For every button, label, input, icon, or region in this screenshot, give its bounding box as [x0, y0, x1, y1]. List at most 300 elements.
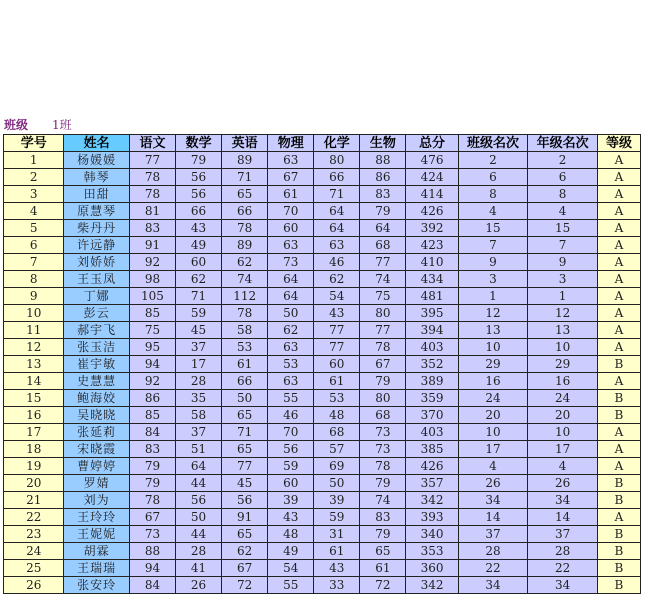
- cell-grade-rank: 20: [528, 407, 598, 424]
- table-row: [4, 492, 641, 509]
- cell-physics: 70: [268, 203, 314, 220]
- cell-math: 28: [176, 373, 222, 390]
- cell-class-rank: 13: [458, 322, 528, 339]
- cell-english: 71: [222, 424, 268, 441]
- cell-chinese: 85: [129, 305, 175, 322]
- cell-english: 61: [222, 356, 268, 373]
- cell-name: 韩琴: [64, 169, 130, 186]
- cell-chemistry: 80: [314, 152, 360, 169]
- cell-total: 395: [406, 305, 458, 322]
- cell-chemistry: 71: [314, 186, 360, 203]
- cell-biology: 79: [360, 475, 406, 492]
- cell-name: 郝宇飞: [64, 322, 130, 339]
- cell-level: A: [597, 458, 640, 475]
- cell-grade-rank: 24: [528, 390, 598, 407]
- cell-chinese: 83: [129, 441, 175, 458]
- cell-name: 许远静: [64, 237, 130, 254]
- cell-english: 112: [222, 288, 268, 305]
- cell-total: 352: [406, 356, 458, 373]
- cell-name: 张安玲: [64, 577, 130, 594]
- cell-chemistry: 39: [314, 492, 360, 509]
- cell-total: 434: [406, 271, 458, 288]
- cell-level: A: [597, 254, 640, 271]
- cell-chemistry: 68: [314, 424, 360, 441]
- cell-student-id: 7: [4, 254, 64, 271]
- cell-math: 41: [176, 560, 222, 577]
- cell-level: A: [597, 509, 640, 526]
- cell-math: 60: [176, 254, 222, 271]
- table-row: [4, 577, 641, 594]
- cell-english: 67: [222, 560, 268, 577]
- cell-chinese: 98: [129, 271, 175, 288]
- cell-student-id: 3: [4, 186, 64, 203]
- cell-physics: 60: [268, 475, 314, 492]
- cell-level: A: [597, 271, 640, 288]
- table-row: [4, 237, 641, 254]
- cell-student-id: 1: [4, 152, 64, 169]
- cell-class-rank: 4: [458, 203, 528, 220]
- cell-total: 340: [406, 526, 458, 543]
- cell-grade-rank: 16: [528, 373, 598, 390]
- cell-physics: 63: [268, 152, 314, 169]
- cell-grade-rank: 14: [528, 509, 598, 526]
- cell-biology: 79: [360, 203, 406, 220]
- cell-biology: 75: [360, 288, 406, 305]
- cell-level: A: [597, 441, 640, 458]
- header-name: 姓名: [64, 135, 130, 152]
- cell-chinese: 83: [129, 220, 175, 237]
- cell-grade-rank: 10: [528, 424, 598, 441]
- table-row: [4, 339, 641, 356]
- header-grade-rank: 年级名次: [528, 135, 598, 152]
- cell-name: 张延莉: [64, 424, 130, 441]
- cell-level: A: [597, 203, 640, 220]
- cell-chinese: 79: [129, 458, 175, 475]
- cell-math: 56: [176, 186, 222, 203]
- cell-biology: 77: [360, 254, 406, 271]
- cell-physics: 56: [268, 441, 314, 458]
- cell-biology: 67: [360, 356, 406, 373]
- cell-english: 45: [222, 475, 268, 492]
- cell-biology: 79: [360, 373, 406, 390]
- cell-english: 62: [222, 543, 268, 560]
- cell-math: 51: [176, 441, 222, 458]
- cell-total: 426: [406, 458, 458, 475]
- cell-english: 50: [222, 390, 268, 407]
- cell-student-id: 23: [4, 526, 64, 543]
- cell-english: 72: [222, 577, 268, 594]
- cell-grade-rank: 9: [528, 254, 598, 271]
- cell-level: B: [597, 407, 640, 424]
- table-row: [4, 152, 641, 169]
- cell-grade-rank: 1: [528, 288, 598, 305]
- cell-chinese: 95: [129, 339, 175, 356]
- cell-biology: 80: [360, 390, 406, 407]
- cell-biology: 79: [360, 526, 406, 543]
- cell-math: 64: [176, 458, 222, 475]
- table-row: [4, 220, 641, 237]
- cell-class-rank: 8: [458, 186, 528, 203]
- cell-student-id: 5: [4, 220, 64, 237]
- cell-level: A: [597, 339, 640, 356]
- cell-chinese: 94: [129, 356, 175, 373]
- cell-student-id: 25: [4, 560, 64, 577]
- cell-chinese: 77: [129, 152, 175, 169]
- cell-level: A: [597, 152, 640, 169]
- cell-name: 宋晓霞: [64, 441, 130, 458]
- cell-class-rank: 34: [458, 492, 528, 509]
- cell-total: 481: [406, 288, 458, 305]
- cell-total: 359: [406, 390, 458, 407]
- cell-student-id: 26: [4, 577, 64, 594]
- class-label: [4, 116, 72, 133]
- cell-english: 66: [222, 373, 268, 390]
- cell-chemistry: 64: [314, 220, 360, 237]
- cell-physics: 63: [268, 237, 314, 254]
- cell-english: 78: [222, 305, 268, 322]
- cell-physics: 49: [268, 543, 314, 560]
- cell-chinese: 85: [129, 407, 175, 424]
- cell-math: 44: [176, 475, 222, 492]
- cell-student-id: 24: [4, 543, 64, 560]
- table-row: [4, 543, 641, 560]
- header-total: 总分: [406, 135, 458, 152]
- cell-chemistry: 43: [314, 560, 360, 577]
- cell-total: 389: [406, 373, 458, 390]
- cell-grade-rank: 2: [528, 152, 598, 169]
- cell-student-id: 21: [4, 492, 64, 509]
- cell-total: 410: [406, 254, 458, 271]
- cell-grade-rank: 29: [528, 356, 598, 373]
- cell-biology: 73: [360, 424, 406, 441]
- cell-chinese: 84: [129, 577, 175, 594]
- cell-math: 45: [176, 322, 222, 339]
- cell-chemistry: 46: [314, 254, 360, 271]
- cell-level: A: [597, 186, 640, 203]
- cell-student-id: 17: [4, 424, 64, 441]
- cell-student-id: 18: [4, 441, 64, 458]
- cell-biology: 68: [360, 237, 406, 254]
- cell-class-rank: 10: [458, 339, 528, 356]
- cell-student-id: 8: [4, 271, 64, 288]
- cell-class-rank: 24: [458, 390, 528, 407]
- cell-level: A: [597, 373, 640, 390]
- cell-level: A: [597, 322, 640, 339]
- cell-student-id: 12: [4, 339, 64, 356]
- cell-grade-rank: 17: [528, 441, 598, 458]
- cell-grade-rank: 12: [528, 305, 598, 322]
- cell-total: 394: [406, 322, 458, 339]
- cell-chemistry: 77: [314, 339, 360, 356]
- cell-math: 56: [176, 492, 222, 509]
- cell-chinese: 73: [129, 526, 175, 543]
- cell-biology: 64: [360, 220, 406, 237]
- table-row: [4, 407, 641, 424]
- header-row: [4, 135, 641, 152]
- cell-math: 37: [176, 424, 222, 441]
- cell-total: 403: [406, 339, 458, 356]
- cell-total: 353: [406, 543, 458, 560]
- cell-english: 65: [222, 526, 268, 543]
- cell-english: 56: [222, 492, 268, 509]
- cell-math: 59: [176, 305, 222, 322]
- header-chinese: 语文: [129, 135, 175, 152]
- cell-student-id: 2: [4, 169, 64, 186]
- cell-class-rank: 12: [458, 305, 528, 322]
- cell-math: 79: [176, 152, 222, 169]
- cell-class-rank: 9: [458, 254, 528, 271]
- table-row: [4, 305, 641, 322]
- cell-math: 35: [176, 390, 222, 407]
- cell-biology: 74: [360, 492, 406, 509]
- cell-level: A: [597, 305, 640, 322]
- cell-grade-rank: 26: [528, 475, 598, 492]
- header-english: 英语: [222, 135, 268, 152]
- cell-physics: 39: [268, 492, 314, 509]
- table-row: [4, 356, 641, 373]
- cell-math: 26: [176, 577, 222, 594]
- cell-class-rank: 14: [458, 509, 528, 526]
- cell-name: 王玉凤: [64, 271, 130, 288]
- cell-biology: 83: [360, 186, 406, 203]
- cell-chemistry: 54: [314, 288, 360, 305]
- cell-total: 360: [406, 560, 458, 577]
- cell-chinese: 88: [129, 543, 175, 560]
- cell-chemistry: 77: [314, 322, 360, 339]
- cell-math: 50: [176, 509, 222, 526]
- table-row: [4, 186, 641, 203]
- cell-biology: 88: [360, 152, 406, 169]
- cell-math: 28: [176, 543, 222, 560]
- cell-class-rank: 28: [458, 543, 528, 560]
- cell-grade-rank: 3: [528, 271, 598, 288]
- cell-chemistry: 61: [314, 543, 360, 560]
- cell-student-id: 11: [4, 322, 64, 339]
- cell-chinese: 105: [129, 288, 175, 305]
- cell-chinese: 81: [129, 203, 175, 220]
- cell-class-rank: 4: [458, 458, 528, 475]
- cell-name: 刘娇娇: [64, 254, 130, 271]
- header-biology: 生物: [360, 135, 406, 152]
- cell-math: 56: [176, 169, 222, 186]
- cell-name: 彭云: [64, 305, 130, 322]
- cell-class-rank: 10: [458, 424, 528, 441]
- class-label-value: 1班: [52, 118, 72, 132]
- cell-chemistry: 48: [314, 407, 360, 424]
- cell-student-id: 4: [4, 203, 64, 220]
- cell-chinese: 94: [129, 560, 175, 577]
- cell-grade-rank: 34: [528, 577, 598, 594]
- cell-biology: 65: [360, 543, 406, 560]
- cell-english: 62: [222, 254, 268, 271]
- cell-math: 58: [176, 407, 222, 424]
- cell-physics: 63: [268, 373, 314, 390]
- cell-english: 66: [222, 203, 268, 220]
- table-row: [4, 475, 641, 492]
- cell-class-rank: 17: [458, 441, 528, 458]
- cell-physics: 70: [268, 424, 314, 441]
- cell-math: 62: [176, 271, 222, 288]
- header-class-rank: 班级名次: [458, 135, 528, 152]
- cell-biology: 73: [360, 441, 406, 458]
- table-row: [4, 254, 641, 271]
- table-row: [4, 509, 641, 526]
- cell-name: 王瑞瑞: [64, 560, 130, 577]
- cell-physics: 46: [268, 407, 314, 424]
- cell-level: B: [597, 356, 640, 373]
- cell-name: 王妮妮: [64, 526, 130, 543]
- cell-total: 385: [406, 441, 458, 458]
- table-row: [4, 373, 641, 390]
- cell-name: 张玉洁: [64, 339, 130, 356]
- cell-name: 田甜: [64, 186, 130, 203]
- cell-name: 胡霖: [64, 543, 130, 560]
- cell-class-rank: 6: [458, 169, 528, 186]
- cell-biology: 77: [360, 322, 406, 339]
- cell-level: A: [597, 169, 640, 186]
- cell-grade-rank: 22: [528, 560, 598, 577]
- cell-class-rank: 26: [458, 475, 528, 492]
- cell-level: A: [597, 237, 640, 254]
- cell-student-id: 13: [4, 356, 64, 373]
- table-row: [4, 560, 641, 577]
- cell-chemistry: 53: [314, 390, 360, 407]
- cell-name: 鲍海姣: [64, 390, 130, 407]
- cell-biology: 72: [360, 577, 406, 594]
- cell-chinese: 92: [129, 254, 175, 271]
- cell-grade-rank: 13: [528, 322, 598, 339]
- cell-biology: 80: [360, 305, 406, 322]
- cell-chemistry: 50: [314, 475, 360, 492]
- cell-total: 476: [406, 152, 458, 169]
- cell-name: 崔宇敏: [64, 356, 130, 373]
- cell-student-id: 16: [4, 407, 64, 424]
- cell-english: 77: [222, 458, 268, 475]
- cell-math: 49: [176, 237, 222, 254]
- grades-table: [3, 134, 641, 594]
- cell-chinese: 78: [129, 186, 175, 203]
- cell-chinese: 78: [129, 492, 175, 509]
- cell-physics: 48: [268, 526, 314, 543]
- cell-student-id: 10: [4, 305, 64, 322]
- cell-grade-rank: 6: [528, 169, 598, 186]
- cell-biology: 78: [360, 458, 406, 475]
- cell-total: 342: [406, 577, 458, 594]
- cell-chemistry: 64: [314, 203, 360, 220]
- cell-total: 342: [406, 492, 458, 509]
- table-row: [4, 322, 641, 339]
- cell-name: 曹婷婷: [64, 458, 130, 475]
- cell-chemistry: 61: [314, 373, 360, 390]
- cell-chemistry: 63: [314, 237, 360, 254]
- cell-grade-rank: 28: [528, 543, 598, 560]
- cell-total: 424: [406, 169, 458, 186]
- cell-name: 丁娜: [64, 288, 130, 305]
- table-row: [4, 288, 641, 305]
- cell-class-rank: 1: [458, 288, 528, 305]
- cell-grade-rank: 34: [528, 492, 598, 509]
- cell-level: A: [597, 288, 640, 305]
- cell-total: 414: [406, 186, 458, 203]
- cell-physics: 62: [268, 322, 314, 339]
- cell-physics: 64: [268, 288, 314, 305]
- cell-grade-rank: 4: [528, 458, 598, 475]
- cell-physics: 61: [268, 186, 314, 203]
- cell-name: 刘为: [64, 492, 130, 509]
- cell-grade-rank: 10: [528, 339, 598, 356]
- cell-chinese: 92: [129, 373, 175, 390]
- cell-total: 357: [406, 475, 458, 492]
- cell-math: 43: [176, 220, 222, 237]
- table-row: [4, 169, 641, 186]
- cell-level: A: [597, 220, 640, 237]
- cell-physics: 50: [268, 305, 314, 322]
- table-row: [4, 390, 641, 407]
- cell-name: 杨媛媛: [64, 152, 130, 169]
- cell-class-rank: 34: [458, 577, 528, 594]
- cell-student-id: 15: [4, 390, 64, 407]
- cell-class-rank: 22: [458, 560, 528, 577]
- cell-english: 91: [222, 509, 268, 526]
- cell-chemistry: 31: [314, 526, 360, 543]
- cell-total: 393: [406, 509, 458, 526]
- cell-chemistry: 59: [314, 509, 360, 526]
- cell-math: 17: [176, 356, 222, 373]
- cell-student-id: 22: [4, 509, 64, 526]
- cell-english: 65: [222, 407, 268, 424]
- header-chemistry: 化学: [314, 135, 360, 152]
- cell-level: B: [597, 475, 640, 492]
- cell-class-rank: 3: [458, 271, 528, 288]
- cell-class-rank: 37: [458, 526, 528, 543]
- cell-chemistry: 69: [314, 458, 360, 475]
- cell-physics: 55: [268, 577, 314, 594]
- cell-grade-rank: 7: [528, 237, 598, 254]
- cell-math: 37: [176, 339, 222, 356]
- cell-chinese: 78: [129, 169, 175, 186]
- cell-level: B: [597, 543, 640, 560]
- cell-total: 392: [406, 220, 458, 237]
- cell-biology: 78: [360, 339, 406, 356]
- table-row: [4, 424, 641, 441]
- cell-total: 403: [406, 424, 458, 441]
- cell-biology: 86: [360, 169, 406, 186]
- table-row: [4, 526, 641, 543]
- cell-physics: 54: [268, 560, 314, 577]
- cell-biology: 68: [360, 407, 406, 424]
- cell-chinese: 75: [129, 322, 175, 339]
- cell-student-id: 20: [4, 475, 64, 492]
- cell-math: 71: [176, 288, 222, 305]
- cell-english: 53: [222, 339, 268, 356]
- cell-physics: 63: [268, 339, 314, 356]
- cell-name: 史慧慧: [64, 373, 130, 390]
- cell-chinese: 84: [129, 424, 175, 441]
- cell-physics: 43: [268, 509, 314, 526]
- cell-physics: 60: [268, 220, 314, 237]
- header-physics: 物理: [268, 135, 314, 152]
- cell-total: 423: [406, 237, 458, 254]
- cell-physics: 55: [268, 390, 314, 407]
- cell-level: B: [597, 560, 640, 577]
- cell-level: B: [597, 390, 640, 407]
- cell-total: 426: [406, 203, 458, 220]
- table-row: [4, 441, 641, 458]
- cell-name: 吴晓晓: [64, 407, 130, 424]
- cell-chemistry: 57: [314, 441, 360, 458]
- cell-class-rank: 29: [458, 356, 528, 373]
- cell-chemistry: 43: [314, 305, 360, 322]
